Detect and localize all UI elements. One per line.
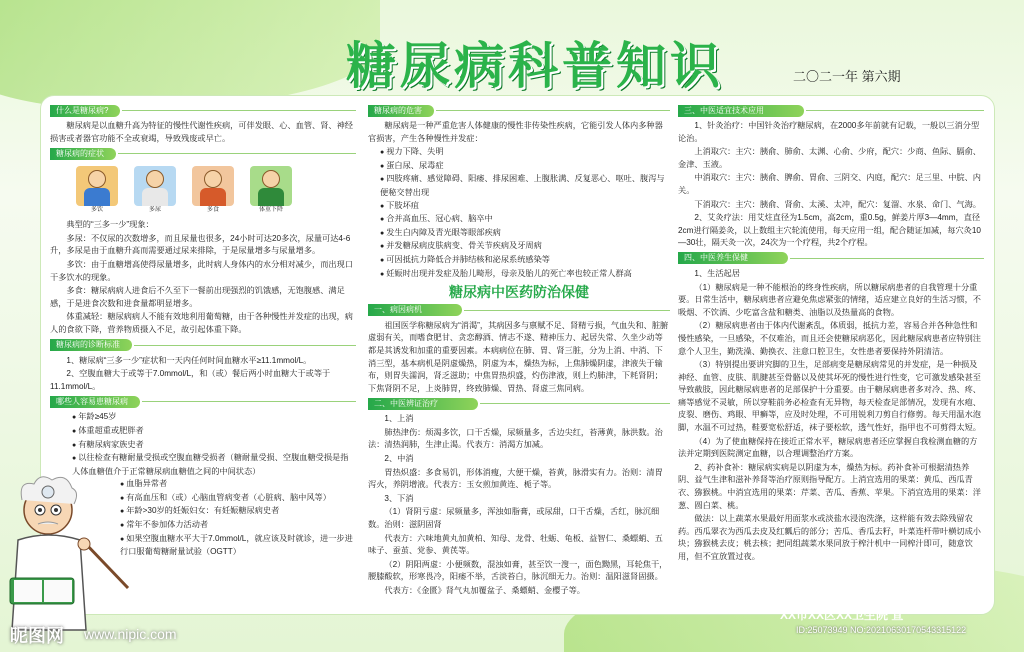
paragraph: 1、生活起居 — [694, 268, 740, 278]
paragraph: （2）阴阳两虚：小便频数，混浊如膏，甚至饮一溲一，面色黝黑，耳轮焦干，腰膝酸软，形寒畏冷，阳痿不举，舌淡苔白，脉沉细无力。治则：温阳滋肾固摄。 — [368, 559, 668, 582]
list-item: ● 血脂异常者 — [120, 478, 356, 492]
paragraph: 代表方：六味地黄丸加黄柏、知母、龙骨、牡蛎、龟板、益智仁、桑螵蛸、五味子、蚕茧、党参、黄芪等。 — [368, 533, 663, 556]
list-item: ● 四肢疼痛、感觉障碍、阳痿、排尿困难、上腹胀满、反复恶心、呕吐、腹泻与便秘交替出现 — [380, 173, 670, 199]
list-item: ● 有糖尿病家族史者 — [72, 439, 356, 453]
column-middle — [368, 102, 670, 599]
list-item: ● 并发糖尿病皮肤病变、骨关节疾病及牙周病 — [380, 240, 670, 254]
paragraph: 肺热津伤：烦渴多饮，口干舌燥，尿频量多，舌边尖红，苔薄黄，脉洪数。治法：清热润肺，生津止渴。代表方：消渴方加减。 — [368, 427, 663, 450]
list-item: ● 年龄≥45岁 — [72, 411, 356, 425]
section-header: 糖尿病的诊断标准 — [50, 339, 356, 352]
section-header: 一、病因病机 — [368, 304, 670, 317]
paragraph: 多尿：不仅尿的次数增多，而且尿量也很多，24小时可达20多次，尿量可达4-6升，多尿是由于血糖升高而需要通过尿来排除，于是尿量增多与尿量增多。 — [50, 233, 351, 256]
tcm-heading: 糖尿病中医药防治保健 — [449, 285, 589, 302]
section-header: 哪些人容易患糖尿病 — [50, 395, 356, 408]
paragraph: 下消取穴：主穴：胰俞、肾俞、太溪、太冲，配穴：复溜、水泉、命门、气海。 — [694, 199, 981, 209]
section-header: 糖尿病的症状 — [50, 147, 356, 160]
paragraph: 多饮：由于血糖增高使得尿量增多，此时病人身体内的水分相对减少，而出现口干多饮水的现象。 — [50, 259, 353, 282]
list-item: ● 合并高血压、冠心病、脑卒中 — [380, 213, 670, 227]
list-item: ● 以往检查有糖耐量受损或空腹血糖受损者（糖耐量受损、空腹血糖受损是指人体血糖值介于正常糖尿病血糖值之间的中间状态） — [72, 452, 356, 478]
paragraph: 糖尿病是以血糖升高为特征的慢性代谢性疾病，可伴发眼、心、血管、肾、神经损害或者器官功能不全或衰竭，导致残废或早亡。 — [50, 121, 353, 143]
symptom-drink-picture: 多饮 — [76, 166, 118, 215]
section-header: 糖尿病的危害 — [368, 104, 670, 117]
page-title: 糖尿病科普知识 — [346, 36, 724, 95]
paragraph: 多食：糖尿病病人进食后不久至下一餐前出现强烈的饥饿感，无饱腹感、满足感，于是进食次数和进食量都明显增多。 — [50, 286, 345, 308]
paragraph: 2、空腹血糖大于或等于7.0mmol/L，和（或）餐后两小时血糖大于或等于11.1mmol/L。 — [50, 369, 331, 391]
watermark-url: www.nipic.com — [84, 626, 177, 642]
paragraph: （3）特别提出要讲究脚的卫生，足部病变是糖尿病常见的并发症，是一种损及神经、血管、皮肤、肌腱甚至骨骼以及使其坏死的慢性进行性变，它可激发感染甚至导致截肢，因此糖尿病患者的足部保护十分重要。由于糖尿病患者多对冷、热、疼、痛等感觉不灵敏，所以穿鞋前务必检查有无异物，每天检查足部情况，发现有水疱、皮裂、磨伤、鸡眼、甲癣等，应及时处理，不可用锐利刀剪自行修剪。每天用温水泡脚，水温不可过热，鞋要宽松舒适，袜子要松软，透气性好，指甲也不可剪得太短。 — [678, 360, 981, 433]
symptom-pictures — [76, 166, 356, 215]
paragraph: 上消取穴：主穴：胰俞、肺俞、太渊、心俞、少府，配穴：少商、鱼际、膈俞、金津、玉液。 — [678, 147, 981, 169]
paragraph: 中消取穴：主穴：胰俞、脾俞、胃俞、三阴交、内庭，配穴：足三里、中脘、内关。 — [678, 173, 981, 195]
watermark-id: ID:25073949 NO:20210630170543315122 — [796, 625, 967, 635]
paragraph: 3、下消 — [384, 493, 414, 503]
watermark-site: 昵图网 — [10, 626, 64, 647]
list-item: ● 有高血压和（或）心脑血管病变者（心脏病、脑中风等） — [120, 492, 356, 506]
list-item: ● 可因抵抗力降低合并肺结核和泌尿系统感染等 — [380, 254, 670, 268]
doctor-illustration — [0, 470, 140, 640]
list-item: ● 如果空腹血糖水平大于7.0mmol/L，就应该及时就诊，进一步进行口服葡萄糖耐量试验（OGTT） — [120, 533, 356, 559]
risk-sublist — [120, 478, 356, 559]
paragraph: （1）肾阴亏虚：尿频量多，浑浊如脂膏，或尿甜，口干舌燥，舌红，脉沉细数。治则：滋阴固肾 — [368, 507, 660, 530]
list-item: ● 体重超重或肥胖者 — [72, 425, 356, 439]
issue-label: 二〇二一年 第六期 — [793, 69, 901, 84]
paragraph: 1、上消 — [384, 414, 414, 424]
symptom-eat-picture: 多食 — [192, 166, 234, 215]
paragraph: 祖国医学称糖尿病为“消渴”，其病因多与禀赋不足、肾精亏损，气血失和、脏腑虚弱有关，而嗜食肥甘、贪恋醇酒、情志不遂、精神压力、起居失常、久坐少动等都是其诱发和加重的重要因素。本病病位在肺、胃、肾三脏，分为上消、中消、下消三型，基本病机是阴虚燥热，阴虚为本，燥热为标，上焦肺燥阴虚，津液失于输布，则胃失濡润，肾乏滋助；中焦胃热炽盛，灼伤津液，则上灼肺津，下耗肾阴；下焦肾阴不足，上炎肺胃，终致肺燥、胃热、肾虚三焦同病。 — [368, 320, 669, 393]
symptom-urine-picture: 多尿 — [134, 166, 176, 215]
paragraph: 2、药补食补：糖尿病实病是以阴虚为本，燥热为标。药补食补可根据清热养阴、益气生津和滋补养肾等治疗原则指导配方。上消宜选用的果菜：黄瓜、西瓜青衣、猕猴桃。中消宜选用的果菜：芹菜、苦瓜、香蕉、苹果。下消宜选用的果菜：洋葱、圆白菜、桃。 — [678, 462, 981, 510]
harm-list — [380, 146, 670, 281]
list-item: ● 视力下降、失明 — [380, 146, 670, 160]
paragraph: （1）糖尿病是一种不能根治的终身性疾病，所以糖尿病患者的自我管理十分重要。日常生活中，糖尿病患者应避免焦虑紧张的情绪，适应建立良好的生活习惯，不吸烟、不饮酒、少吃富含盐和糖类、油脂以及热量高的食物。 — [678, 282, 981, 317]
section-header: 三、中医适宜技术应用 — [678, 104, 984, 117]
section-header: 四、中医养生保健 — [678, 252, 984, 265]
risk-list — [72, 411, 356, 478]
paragraph: 胃热炽盛：多食易饥，形体消瘦，大便干燥，苔黄，脉滑实有力。治则：清胃泻火，养阴增液。代表方：玉女煎加黄连、栀子等。 — [368, 467, 663, 490]
list-item: ● 妊娠时出现并发症及胎儿畸形，母亲及胎儿的死亡率也较正常人群高 — [380, 268, 670, 282]
column-right — [678, 102, 984, 565]
list-item: ● 下肢坏疽 — [380, 200, 670, 214]
paragraph: 体重减轻：糖尿病病人不能有效地利用葡萄糖，由于各种慢性并发症的出现，病人的食欲下降，营养物质摄入不足，故引起体重下降。 — [50, 312, 353, 334]
list-item: ● 常年不参加体力活动者 — [120, 519, 356, 533]
doctor-head-icon — [21, 477, 76, 534]
paragraph: 典型的“三多一少”现象： — [66, 220, 154, 230]
symptom-weight-picture: 体重下降 — [250, 166, 292, 215]
list-item: ● 发生白内障及青光眼等眼部疾病 — [380, 227, 670, 241]
list-item: ● 蛋白尿、尿毒症 — [380, 160, 670, 174]
paragraph: 1、糖尿病“三多一少”症状和一天内任何时间血糖水平≥11.1mmol/L。 — [66, 355, 312, 365]
paragraph: 做法：以上蔬菜水果最好用面浆水或淡盐水浸泡洗涤，这样能有效去除残留农药。西瓜翠衣为西瓜去皮及红瓤后的部分；苦瓜、香瓜去籽，叶菜连杆带叶横切成小块；猕猴桃去皮；桃去核；把同组蔬菜水果同放于榨汁机中一同榨汁即可，随意饮用，但不宜放置过夜。 — [678, 514, 981, 561]
organization-label: XX市XX区XX卫生院 宣 — [780, 608, 904, 622]
list-item: ● 年龄>30岁的妊娠妇女：有妊娠糖尿病史者 — [120, 505, 356, 519]
section-header: 什么是糖尿病? — [50, 104, 356, 117]
paragraph: 2、艾灸疗法：用艾炷直径为1.5cm，高2cm，重0.5g，鲜姜片厚3—4mm，直径2cm进行隔姜灸，以上数组主穴轮流使用，每天应用一组，配合随证加减，每穴灸10—30壮，隔天灸一次，24次为一个疗程，共2个疗程。 — [678, 213, 981, 248]
doctor-coat-icon — [10, 535, 128, 630]
paragraph: 2、中消 — [384, 454, 414, 464]
paragraph: （2）糖尿病患者由于体内代谢紊乱，体质弱，抵抗力差，容易合并各种急性和慢性感染，一旦感染，不仅难治，而且还会使糖尿病恶化，因此糖尿病患者应特别注意个人卫生，勤洗澡、勤换衣、注意口腔卫生，女性患者要保持外阴清洁。 — [678, 321, 981, 356]
paragraph: 糖尿病是一种严重危害人体健康的慢性非传染性疾病，它能引发人体内多种器官损害，产生各种慢性并发症： — [368, 121, 663, 143]
paragraph: 代表方：《金匮》肾气丸加覆盆子、桑螵蛸、金樱子等。 — [384, 586, 585, 595]
section-header: 二、中医辨证治疗 — [368, 397, 670, 410]
paragraph: （4）为了使血糖保持在接近正常水平，糖尿病患者还应掌握自我检测血糖的方法并定期到医院测定血糖，以合理调整治疗方案。 — [678, 436, 978, 459]
paragraph: 1、针灸治疗：中国针灸治疗糖尿病，在2000多年前就有记载，一般以三消分型论治。 — [678, 121, 980, 143]
